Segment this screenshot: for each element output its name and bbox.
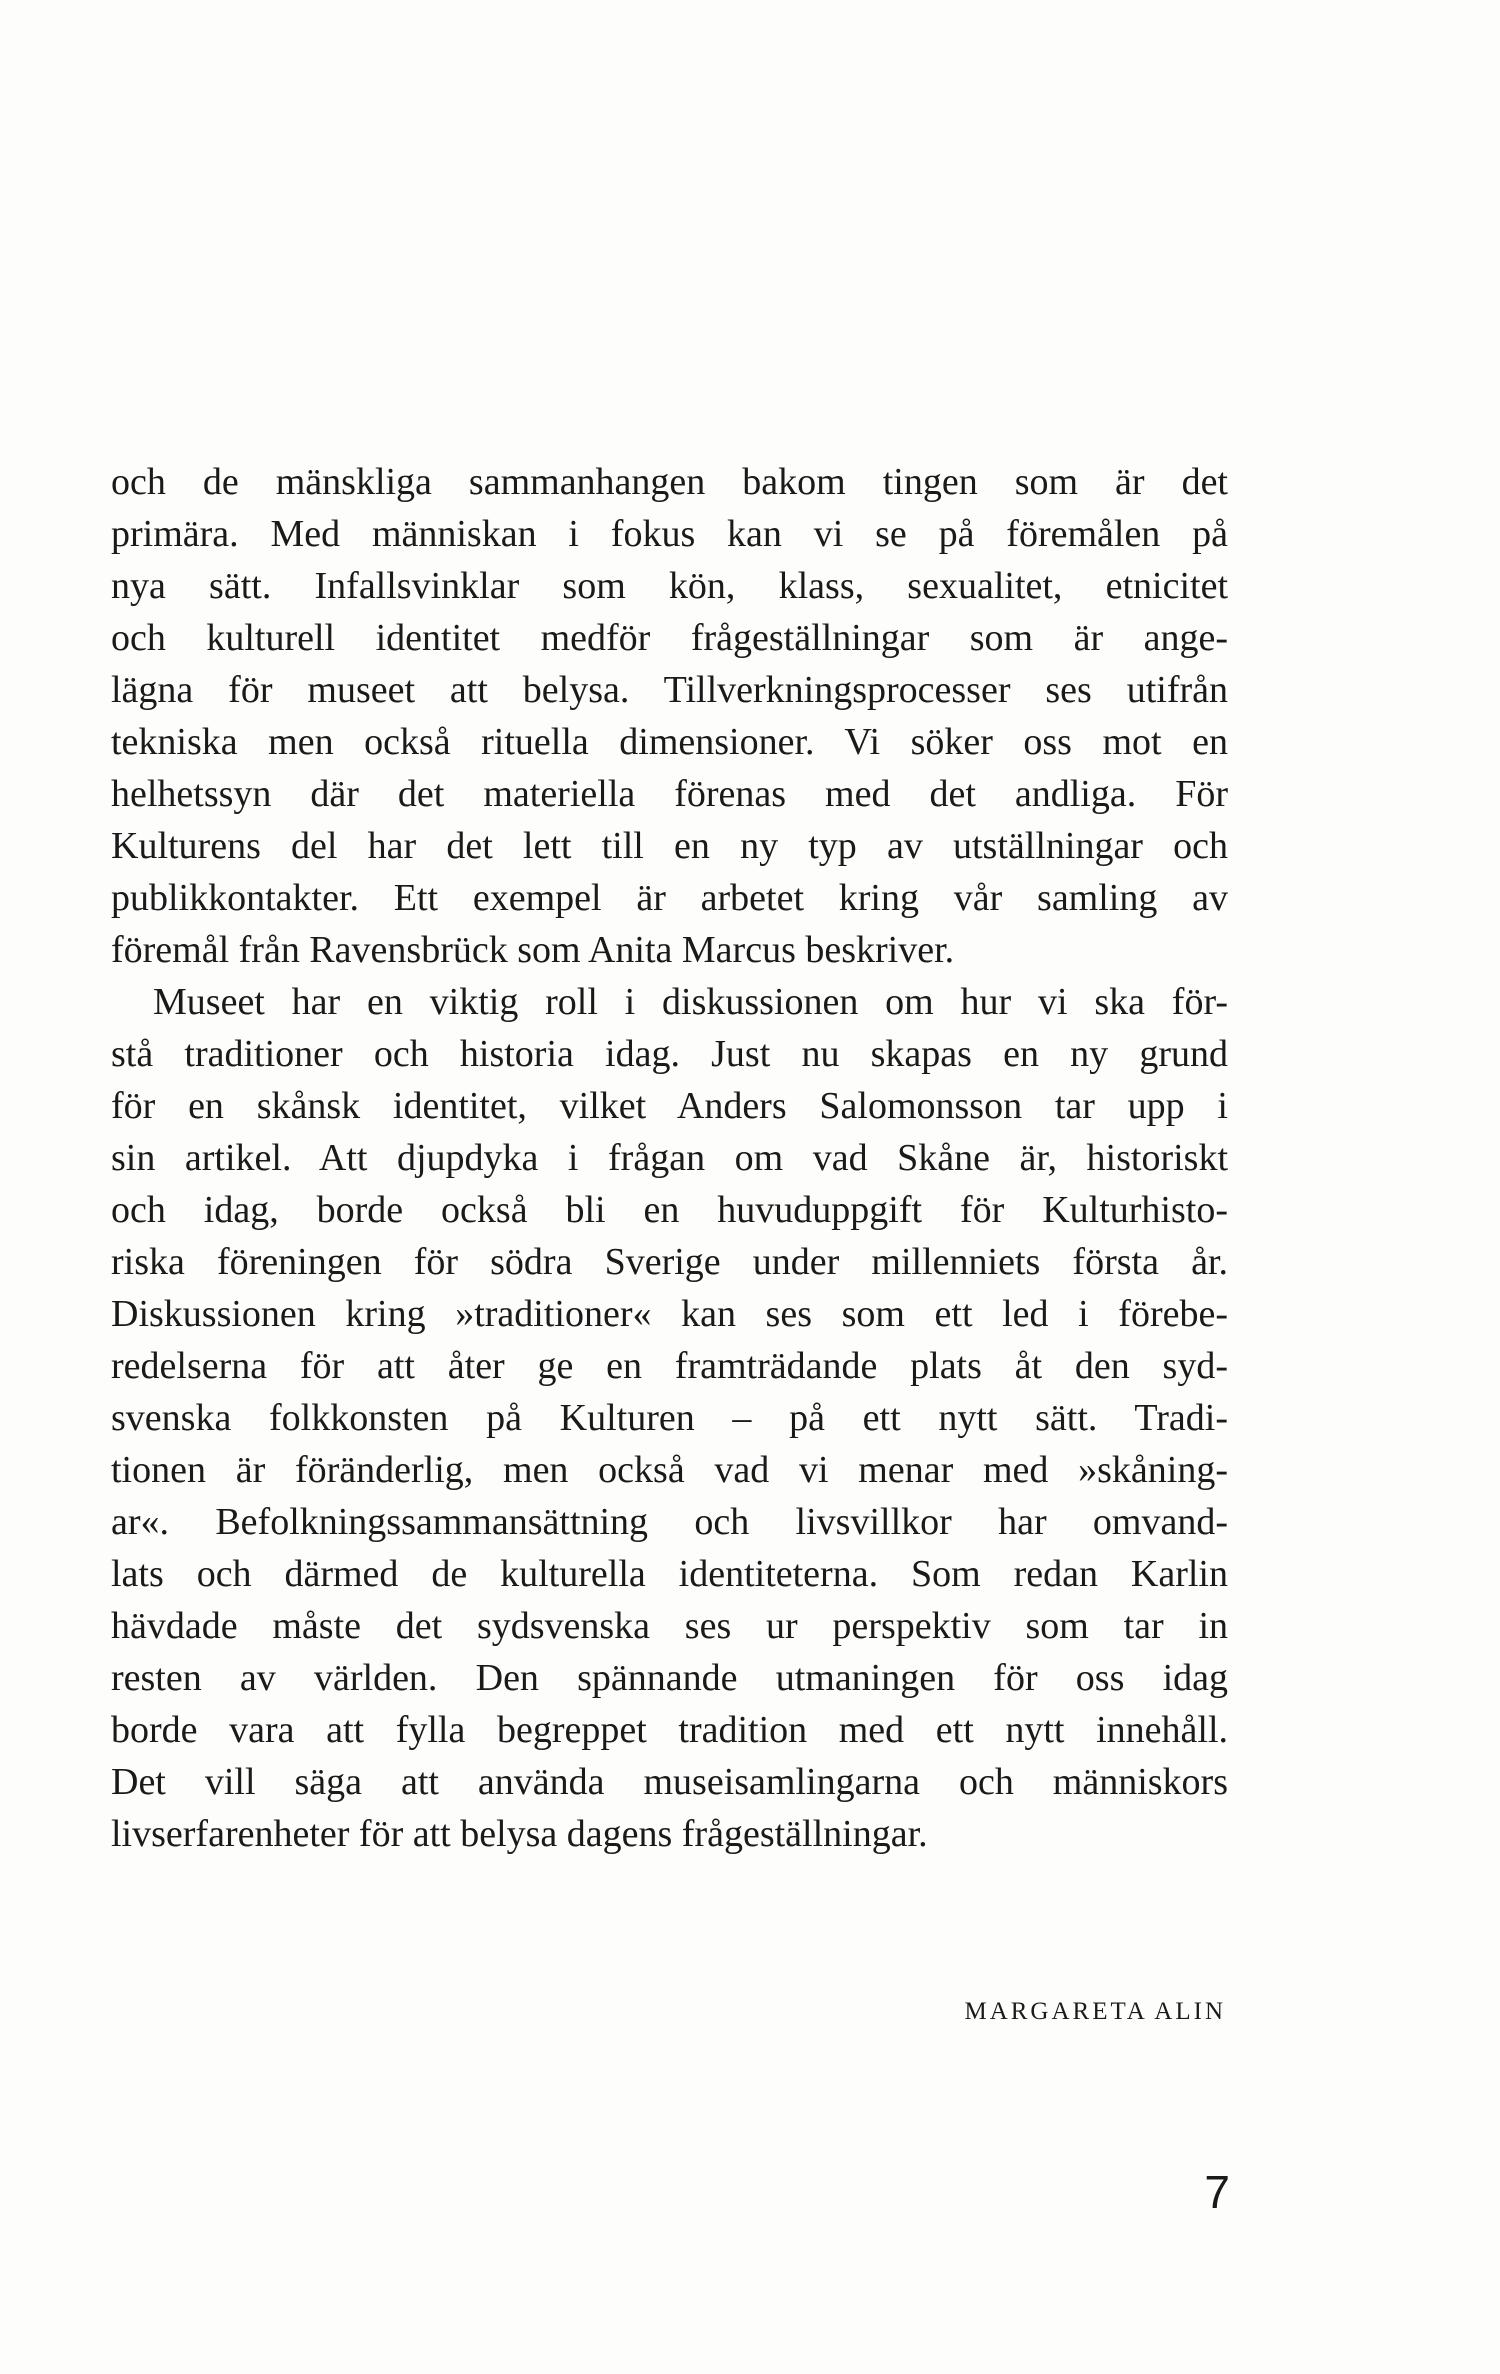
- body-text: [111, 456, 1228, 1860]
- text-line: borde vara att fylla begreppet tradition med ett nytt innehåll.: [111, 1709, 1228, 1751]
- text-line: stå traditioner och historia idag. Just nu skapas en ny grund: [111, 1033, 1228, 1075]
- text-line: tekniska men också rituella dimensioner. Vi söker oss mot en: [111, 721, 1228, 763]
- text-line: helhetssyn där det materiella förenas med det andliga. För: [111, 773, 1228, 815]
- text-line: riska föreningen för södra Sverige under millenniets första år.: [111, 1241, 1228, 1283]
- text-line: redelserna för att åter ge en framträdande plats åt den syd-: [111, 1345, 1228, 1387]
- text-line: och kulturell identitet medför frågeställningar som är ange-: [111, 617, 1228, 659]
- text-line: lats och därmed de kulturella identiteterna. Som redan Karlin: [111, 1553, 1228, 1595]
- text-line: livserfarenheter för att belysa dagens frågeställningar.: [111, 1813, 928, 1855]
- text-line: Det vill säga att använda museisamlingarna och människors: [111, 1761, 1228, 1803]
- text-line: Museet har en viktig roll i diskussionen om hur vi ska för-: [153, 981, 1228, 1023]
- text-line: sin artikel. Att djupdyka i frågan om vad Skåne är, historiskt: [111, 1137, 1228, 1179]
- author-signature: MARGARETA ALIN: [964, 1998, 1226, 2025]
- text-line: lägna för museet att belysa. Tillverkningsprocesser ses utifrån: [111, 669, 1228, 711]
- text-line: resten av världen. Den spännande utmaningen för oss idag: [111, 1657, 1228, 1699]
- text-line: nya sätt. Infallsvinklar som kön, klass, sexualitet, etnicitet: [111, 565, 1228, 607]
- text-line: publikkontakter. Ett exempel är arbetet kring vår samling av: [111, 877, 1228, 919]
- text-line: hävdade måste det sydsvenska ses ur perspektiv som tar in: [111, 1605, 1228, 1647]
- text-line: tionen är föränderlig, men också vad vi menar med »skåning-: [111, 1449, 1228, 1491]
- text-line: ar«. Befolkningssammansättning och livsvillkor har omvand-: [111, 1501, 1228, 1543]
- text-line: och de mänskliga sammanhangen bakom tingen som är det: [111, 461, 1228, 503]
- text-line: primära. Med människan i fokus kan vi se på föremålen på: [111, 513, 1228, 555]
- text-line: Kulturens del har det lett till en ny typ av utställningar och: [111, 825, 1228, 867]
- text-line: svenska folkkonsten på Kulturen – på ett nytt sätt. Tradi-: [111, 1397, 1228, 1439]
- text-line: och idag, borde också bli en huvuduppgift för Kulturhisto-: [111, 1189, 1228, 1231]
- text-line: Diskussionen kring »traditioner« kan ses som ett led i förebe-: [111, 1293, 1228, 1335]
- text-line: föremål från Ravensbrück som Anita Marcus beskriver.: [111, 929, 955, 971]
- page-number: 7: [1204, 2166, 1230, 2218]
- text-line: för en skånsk identitet, vilket Anders Salomonsson tar upp i: [111, 1085, 1228, 1127]
